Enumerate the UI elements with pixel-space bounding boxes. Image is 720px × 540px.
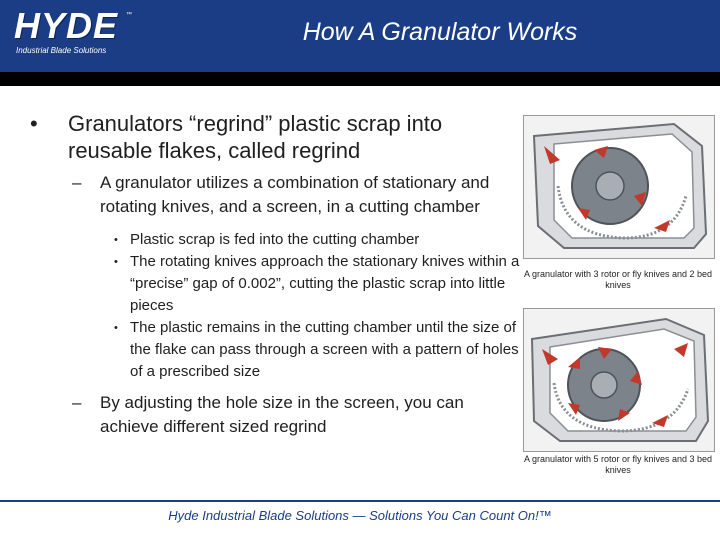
granulator-3-knife-figure [523, 115, 715, 259]
bullet-text: The rotating knives approach the stationary knives within a “precise” gap of 0.002”, cutting the plastic scrap into little pieces [130, 253, 520, 314]
bullet-text: A granulator utilizes a combination of stationary and rotating knives, and a screen, in a cutting chamber [100, 173, 490, 216]
bullet-marker: • [114, 256, 118, 268]
bullet-text: By adjusting the hole size in the screen, you can achieve different sized regrind [100, 393, 464, 436]
granulator-5-knife-figure [523, 308, 715, 452]
figure2-caption: A granulator with 5 rotor or fly knives and 3 bed knives [523, 454, 713, 475]
figure1-caption: A granulator with 3 rotor or fly knives and 2 bed knives [523, 269, 713, 290]
bullet-marker: • [114, 322, 118, 334]
bullet-level3 [30, 317, 520, 383]
slide-title: How A Granulator Works [302, 18, 578, 46]
bullet-level2 [30, 171, 520, 219]
bullet-level3 [30, 229, 520, 251]
logo-wordmark: HYDE [14, 5, 119, 46]
granulator-3-knife-illustration [524, 116, 714, 258]
header-divider-bar [0, 72, 720, 86]
bullet-level3-group [30, 229, 520, 383]
dash-marker: – [72, 393, 82, 412]
bullet-level2 [30, 391, 520, 439]
footer-divider [0, 500, 720, 502]
bullet-marker: • [114, 234, 118, 246]
logo-trademark: ™ [126, 12, 132, 18]
bullet-level3 [30, 251, 520, 317]
bullet-text: The plastic remains in the cutting chamber until the size of the flake can pass through a screen with a pattern of holes of a prescribed size [130, 319, 519, 380]
dash-marker: – [72, 173, 82, 192]
bullet-text: Plastic scrap is fed into the cutting chamber [130, 231, 420, 248]
bullet-level1 [30, 110, 520, 164]
bullet-marker: • [30, 111, 38, 136]
bullet-text: Granulators “regrind” plastic scrap into reusable flakes, called regrind [68, 111, 443, 163]
logo-tagline: Industrial Blade Solutions [16, 46, 107, 55]
hyde-logo [14, 5, 132, 60]
footer-tagline: Hyde Industrial Blade Solutions — Solutions You Can Count On!™ [168, 508, 552, 523]
granulator-5-knife-illustration [524, 309, 714, 451]
slide-body [30, 110, 520, 449]
header-banner [0, 0, 720, 72]
